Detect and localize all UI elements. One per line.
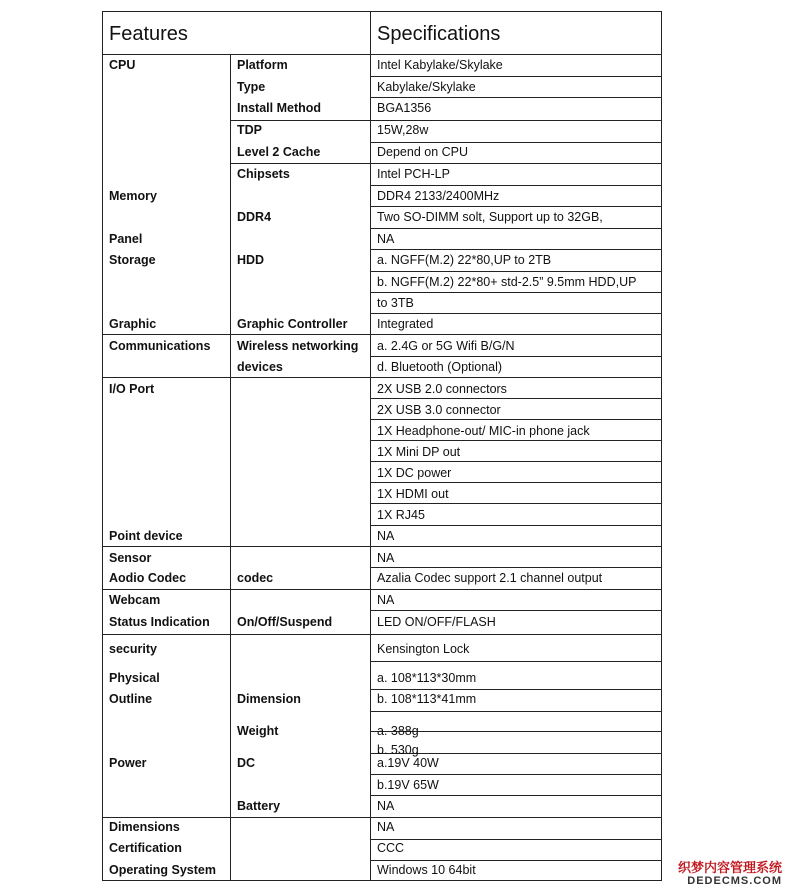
row-divider <box>370 76 662 77</box>
row-divider <box>370 503 662 504</box>
feature-label: Certification <box>109 841 182 855</box>
subfeature-label: Weight <box>237 724 279 738</box>
spec-value: Windows 10 64bit <box>377 863 476 877</box>
feature-label: Storage <box>109 253 156 267</box>
subfeature-label: On/Off/Suspend <box>237 615 333 629</box>
column-divider <box>230 54 231 881</box>
row-divider <box>102 817 662 818</box>
spec-value: NA <box>377 799 395 813</box>
row-divider <box>370 271 662 272</box>
subfeature-label: Wireless networking <box>237 339 359 353</box>
watermark-text: 织梦内容管理系统 <box>677 860 782 875</box>
spec-value: Kabylake/Skylake <box>377 80 476 94</box>
row-divider <box>370 610 662 611</box>
row-divider <box>102 880 662 881</box>
row-divider <box>370 860 662 861</box>
row-divider <box>230 163 662 164</box>
spec-value: d. Bluetooth (Optional) <box>377 360 503 374</box>
row-divider <box>370 482 662 483</box>
spec-value: a. 2.4G or 5G Wifi B/G/N <box>377 339 515 353</box>
subfeature-label: Dimension <box>237 692 301 706</box>
spec-value: NA <box>377 820 395 834</box>
subfeature-label: DC <box>237 756 256 770</box>
row-divider <box>102 589 662 590</box>
subfeature-label: codec <box>237 571 274 585</box>
row-divider <box>370 461 662 462</box>
features-header: Features <box>109 23 188 45</box>
feature-label: Memory <box>109 189 157 203</box>
row-divider <box>370 313 662 314</box>
subfeature-label: Battery <box>237 799 281 813</box>
spec-value: a.19V 40W <box>377 756 439 770</box>
row-divider <box>102 634 662 635</box>
row-divider <box>370 228 662 229</box>
specifications-header: Specifications <box>377 23 501 45</box>
feature-label: CPU <box>109 58 136 72</box>
subfeature-label: HDD <box>237 253 265 267</box>
subfeature-label: Chipsets <box>237 167 290 181</box>
spec-value: 1X DC power <box>377 466 452 480</box>
subfeature-label: DDR4 <box>237 210 272 224</box>
spec-value: b. NGFF(M.2) 22*80+ std-2.5” 9.5mm HDD,UP <box>377 275 637 289</box>
feature-label: Status Indication <box>109 615 210 629</box>
row-divider <box>102 546 662 547</box>
feature-label: Graphic <box>109 317 157 331</box>
subfeature-label: Platform <box>237 58 288 72</box>
spec-value: to 3TB <box>377 296 414 310</box>
row-divider <box>370 795 662 796</box>
row-divider <box>370 661 662 662</box>
subfeature-label: Graphic Controller <box>237 317 348 331</box>
row-divider <box>370 97 662 98</box>
row-divider <box>370 398 662 399</box>
feature-label: Point device <box>109 529 183 543</box>
feature-label: Aodio Codec <box>109 571 187 585</box>
feature-label: Operating System <box>109 863 216 877</box>
row-divider <box>370 711 662 712</box>
spec-value: 1X RJ45 <box>377 508 425 522</box>
row-divider <box>370 567 662 568</box>
subfeature-label: Type <box>237 80 266 94</box>
row-divider <box>230 120 662 121</box>
row-divider <box>370 249 662 250</box>
row-divider <box>102 54 662 55</box>
spec-value: BGA1356 <box>377 101 432 115</box>
spec-value: 1X Mini DP out <box>377 445 461 459</box>
feature-label: Outline <box>109 692 153 706</box>
feature-label: Sensor <box>109 551 152 565</box>
spec-value: 2X USB 2.0 connectors <box>377 382 507 396</box>
spec-value: a. NGFF(M.2) 22*80,UP to 2TB <box>377 253 552 267</box>
spec-value: Intel PCH-LP <box>377 167 450 181</box>
spec-value: LED ON/OFF/FLASH <box>377 615 496 629</box>
row-divider <box>370 419 662 420</box>
feature-label: Webcam <box>109 593 161 607</box>
row-divider <box>370 839 662 840</box>
spec-value: DDR4 2133/2400MHz <box>377 189 500 203</box>
feature-label: security <box>109 642 157 656</box>
watermark-domain: DEDECMS.COM <box>687 875 782 887</box>
spec-value: Intel Kabylake/Skylake <box>377 58 503 72</box>
spec-value: 15W,28w <box>377 123 429 137</box>
row-divider <box>370 440 662 441</box>
spec-value: b.19V 65W <box>377 778 439 792</box>
row-divider <box>102 377 662 378</box>
feature-label: Communications <box>109 339 211 353</box>
column-divider <box>102 11 103 881</box>
spec-value: a. 108*113*30mm <box>377 671 477 685</box>
row-divider <box>370 774 662 775</box>
spec-value: 2X USB 3.0 connector <box>377 403 501 417</box>
spec-value: NA <box>377 593 395 607</box>
spec-value: 1X Headphone-out/ MIC-in phone jack <box>377 424 590 438</box>
row-divider <box>102 334 662 335</box>
subfeature-label: devices <box>237 360 283 374</box>
feature-label: Physical <box>109 671 160 685</box>
row-divider <box>102 11 662 12</box>
subfeature-label: Install Method <box>237 101 322 115</box>
spec-value: CCC <box>377 841 405 855</box>
subfeature-label: TDP <box>237 123 262 137</box>
spec-value: Integrated <box>377 317 434 331</box>
spec-value: Two SO-DIMM solt, Support up to 32GB, <box>377 210 603 224</box>
feature-label: Power <box>109 756 147 770</box>
row-divider <box>370 206 662 207</box>
spec-value: NA <box>377 529 395 543</box>
row-divider <box>370 292 662 293</box>
row-divider <box>370 356 662 357</box>
spec-value: NA <box>377 551 395 565</box>
subfeature-label: Level 2 Cache <box>237 145 321 159</box>
feature-label: I/O Port <box>109 382 155 396</box>
row-divider <box>370 142 662 143</box>
row-divider <box>370 525 662 526</box>
spec-value: 1X HDMI out <box>377 487 449 501</box>
spec-value: Azalia Codec support 2.1 channel output <box>377 571 603 585</box>
spec-value: a. 388g <box>377 724 419 738</box>
spec-value: b. 530g <box>377 743 419 757</box>
feature-label: Panel <box>109 232 143 246</box>
spec-value: Kensington Lock <box>377 642 470 656</box>
feature-label: Dimensions <box>109 820 180 834</box>
row-divider <box>370 689 662 690</box>
spec-value: Depend on CPU <box>377 145 469 159</box>
spec-value: b. 108*113*41mm <box>377 692 477 706</box>
row-divider <box>370 185 662 186</box>
spec-value: NA <box>377 232 395 246</box>
